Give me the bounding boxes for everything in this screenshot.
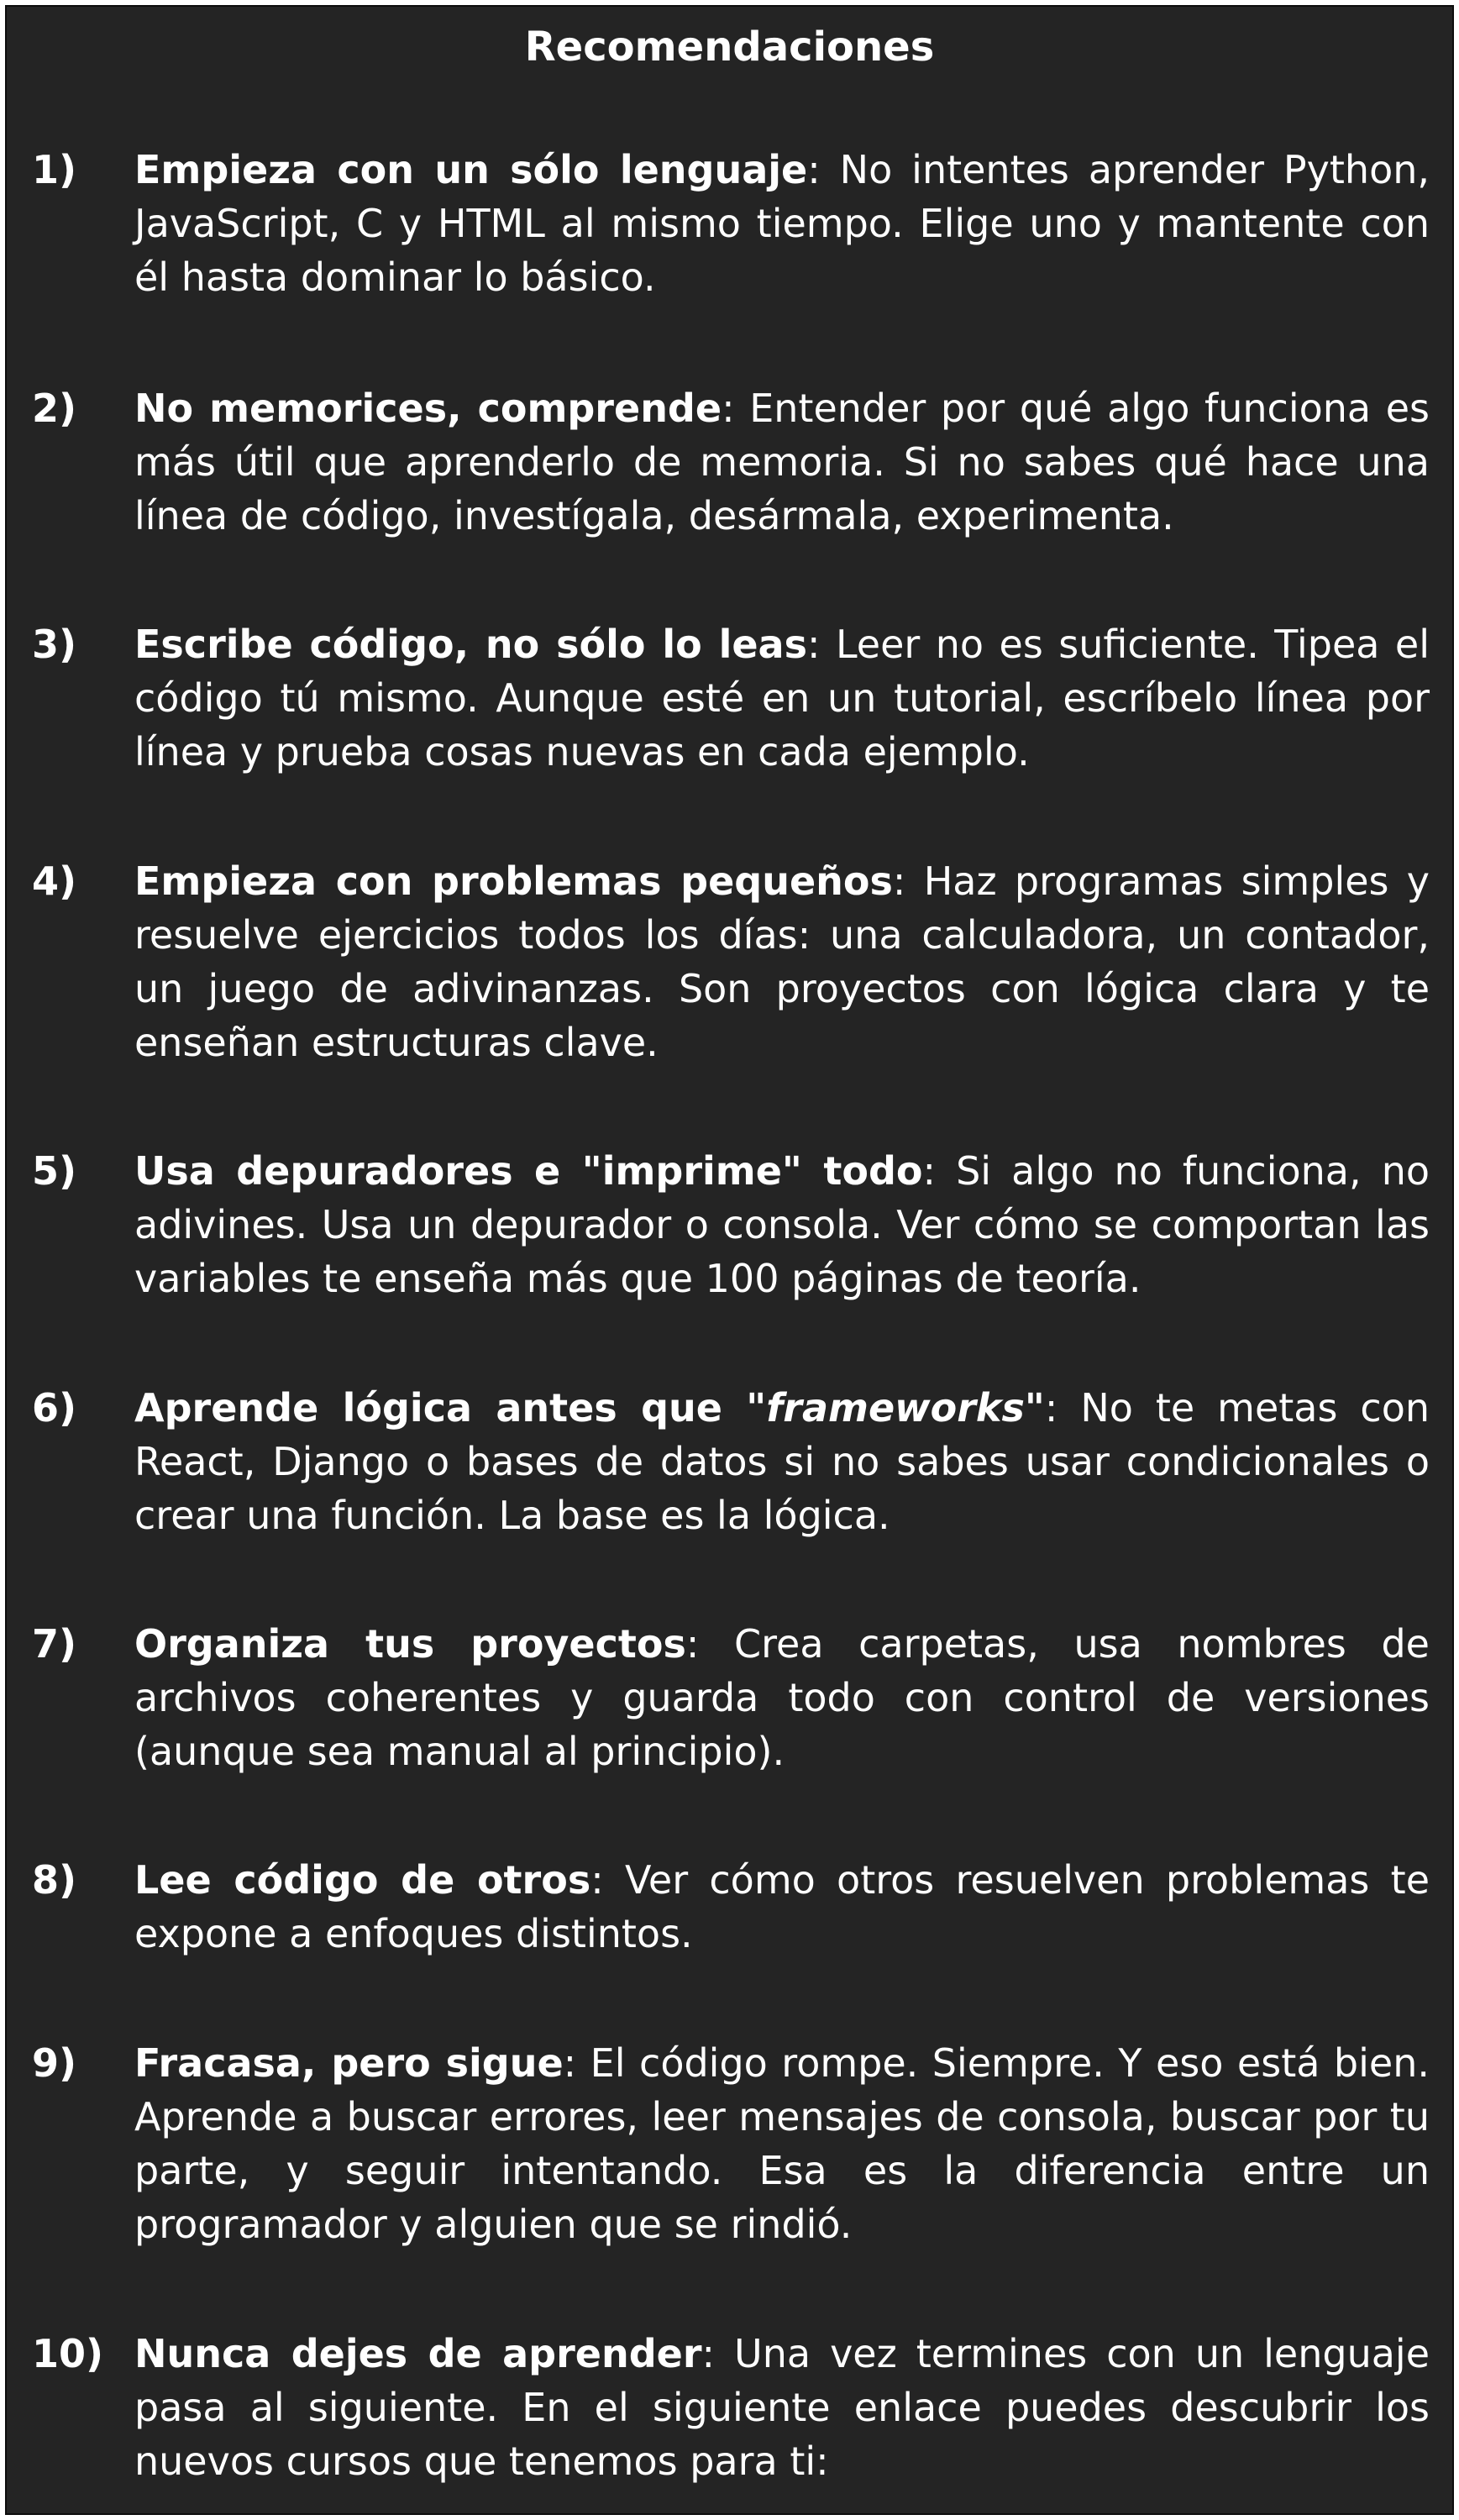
item-heading-italic: frameworks	[766, 1385, 1025, 1431]
item-heading: Usa depuradores e "imprime" todo	[134, 1148, 923, 1194]
item-number: 2)	[32, 386, 77, 431]
item-body: Una vez termines con un lenguaje pasa al siguiente. En el siguiente enlace puedes descubrir los nuevos cursos que tenemos para ti:	[134, 2331, 1430, 2484]
item-number: 7)	[32, 1621, 77, 1667]
item-number: 10)	[32, 2331, 104, 2376]
item-body: Haz programas simples y resuelve ejercicios todos los días: una calculadora, un contador, un juego de adivinanzas. Son proyectos con lógica clara y te enseñan estructuras clave.	[134, 858, 1430, 1065]
item-number: 1)	[32, 147, 77, 192]
recommendations-panel	[5, 5, 1454, 2515]
item-heading	[134, 1385, 1045, 1431]
item-body: Leer no es suficiente. Tipea el código tú mismo. Aunque esté en un tutorial, escríbelo línea por línea y prueba cosas nuevas en cada ejemplo.	[134, 622, 1430, 774]
item-heading: Fracasa, pero sigue	[134, 2040, 564, 2086]
item-heading: Escribe código, no sólo lo leas	[134, 622, 807, 667]
item-body: No intentes aprender Python, JavaScript, C y HTML al mismo tiempo. Elige uno y mantente con él hasta dominar lo básico.	[134, 147, 1430, 300]
item-heading: Lee código de otros	[134, 1857, 591, 1903]
item-body: Crea carpetas, usa nombres de archivos coherentes y guarda todo con control de versiones (aunque sea manual al principio).	[134, 1621, 1430, 1774]
item-heading-part: Aprende lógica antes que "	[134, 1385, 767, 1431]
item-text: Fracasa, pero sigue: El código rompe. Siempre. Y eso está bien. Aprende a buscar errores, leer mensajes de consola, buscar por tu parte, y seguir intentando. Esa es la diferencia entre un programador y alguien que se rindió.	[134, 2040, 1430, 2247]
item-heading-part: "	[1024, 1385, 1045, 1431]
item-heading: Empieza con un sólo lenguaje	[134, 147, 808, 192]
item-body: No te metas con React, Django o bases de datos si no sabes usar condicionales o crear una función. La base es la lógica.	[134, 1385, 1430, 1538]
item-number: 8)	[32, 1857, 77, 1903]
item-number: 6)	[32, 1385, 77, 1431]
item-text: Empieza con un sólo lenguaje: No intentes aprender Python, JavaScript, C y HTML al mismo tiempo. Elige uno y mantente con él hasta dominar lo básico.	[134, 147, 1430, 300]
item-heading: No memorices, comprende	[134, 386, 722, 431]
page-title: Recomendaciones	[524, 24, 935, 71]
item-text: Aprende lógica antes que "frameworks": No te metas con React, Django o bases de datos si no sabes usar condicionales o crear una función. La base es la lógica.	[134, 1385, 1430, 1538]
item-text: Lee código de otros: Ver cómo otros resuelven problemas te expone a enfoques distintos.	[134, 1857, 1430, 1956]
item-number: 5)	[32, 1148, 77, 1194]
item-body: Ver cómo otros resuelven problemas te expone a enfoques distintos.	[134, 1857, 1430, 1956]
item-heading: Empieza con problemas pequeños	[134, 858, 893, 904]
item-text: Nunca dejes de aprender: Una vez termines con un lenguaje pasa al siguiente. En el siguiente enlace puedes descubrir los nuevos cursos que tenemos para ti:	[134, 2331, 1430, 2484]
item-heading: Nunca dejes de aprender	[134, 2331, 702, 2376]
item-text: Empieza con problemas pequeños: Haz programas simples y resuelve ejercicios todos los días: una calculadora, un contador, un juego de adivinanzas. Son proyectos con lógica clara y te enseñan estructuras clave.	[134, 858, 1430, 1065]
item-number: 3)	[32, 622, 77, 667]
item-heading: Organiza tus proyectos	[134, 1621, 686, 1667]
item-text: No memorices, comprende: Entender por qué algo funciona es más útil que aprenderlo de memoria. Si no sabes qué hace una línea de código, investígala, desármala, experimenta.	[134, 386, 1430, 538]
item-number: 9)	[32, 2040, 77, 2086]
item-text: Usa depuradores e "imprime" todo: Si algo no funciona, no adivines. Usa un depurador o consola. Ver cómo se comportan las variables te enseña más que 100 páginas de teoría.	[134, 1148, 1430, 1301]
item-text: Escribe código, no sólo lo leas: Leer no es suficiente. Tipea el código tú mismo. Aunque esté en un tutorial, escríbelo línea por línea y prueba cosas nuevas en cada ejemplo.	[134, 622, 1430, 774]
item-text: Organiza tus proyectos: Crea carpetas, usa nombres de archivos coherentes y guarda todo con control de versiones (aunque sea manual al principio).	[134, 1621, 1430, 1774]
item-body: El código rompe. Siempre. Y eso está bien. Aprende a buscar errores, leer mensajes de consola, buscar por tu parte, y seguir intentando. Esa es la diferencia entre un programador y alguien que se rindió.	[134, 2040, 1430, 2247]
item-body: Entender por qué algo funciona es más útil que aprenderlo de memoria. Si no sabes qué hace una línea de código, investígala, desármala, experimenta.	[134, 386, 1430, 538]
item-number: 4)	[32, 858, 77, 904]
item-body: Si algo no funciona, no adivines. Usa un depurador o consola. Ver cómo se comportan las variables te enseña más que 100 páginas de teoría.	[134, 1148, 1430, 1301]
